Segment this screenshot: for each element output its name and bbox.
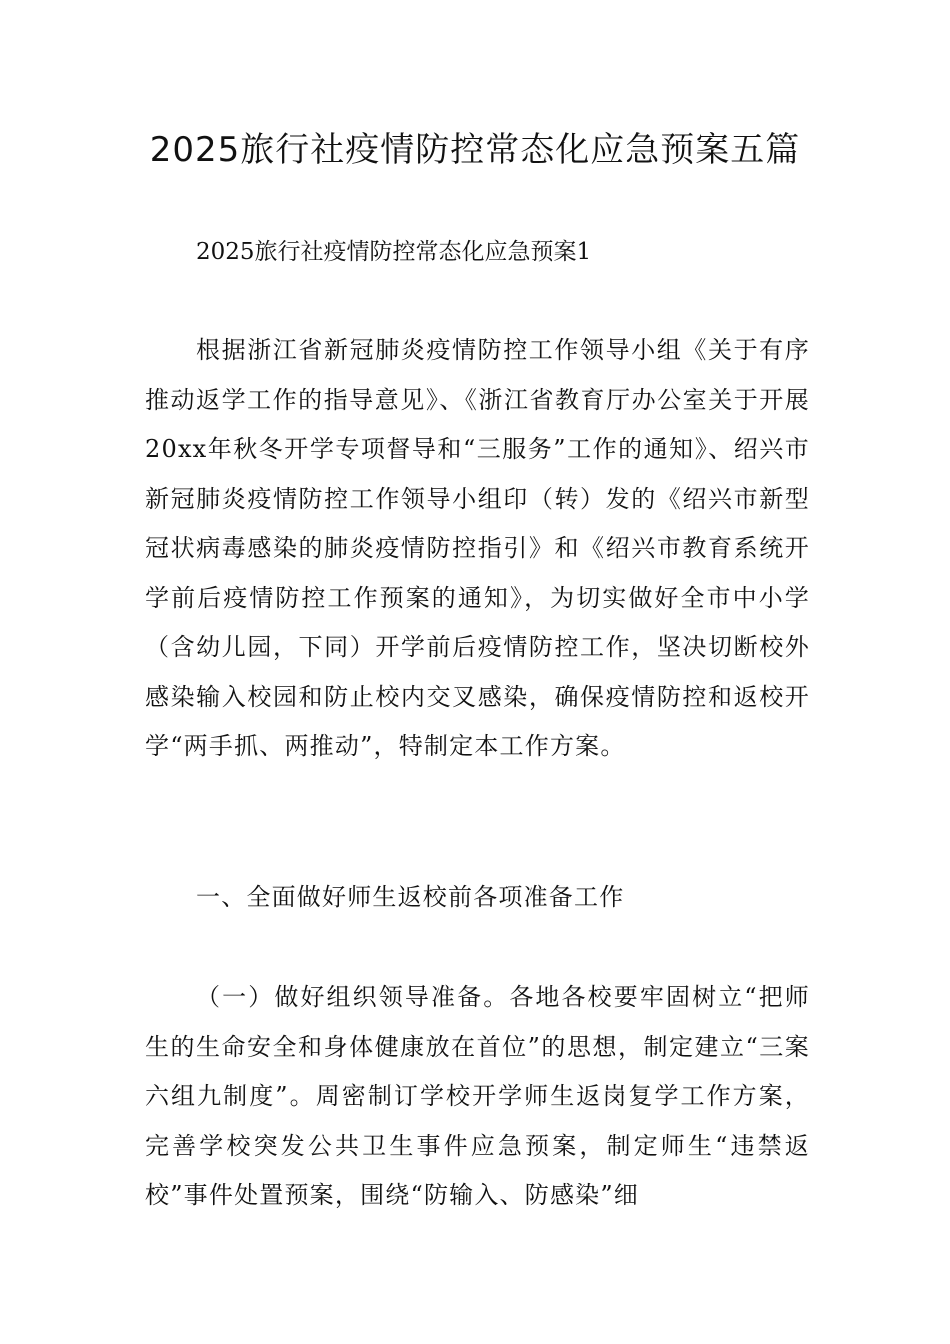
section-paragraph: （一）做好组织领导准备。各地各校要牢固树立“把师生的生命安全和身体健康放在首位”的思想，制定建立“三案六组九制度”。周密制订学校开学师生返岗复学工作方案，完善学校突发公共卫生事件应急预案，制定师生“违禁返校”事件处置预案，围绕“防输入、防感染”细 [145, 983, 810, 1209]
intro-paragraph: 根据浙江省新冠肺炎疫情防控工作领导小组《关于有序推动返学工作的指导意见》、《浙江省教育厅办公室关于开展20xx年秋冬开学专项督导和“三服务”工作的通知》、绍兴市新冠肺炎疫情防控工作领导小组印（转）发的《绍兴市新型冠状病毒感染的肺炎疫情防控指引》和《绍兴市教育系统开学前后疫情防控工作预案的通知》，为切实做好全市中小学（含幼儿园，下同）开学前后疫情防控工作，坚决切断校外感染输入校园和防止校内交叉感染，确保疫情防控和返校开学“两手抓、两推动”，特制定本工作方案。 [145, 336, 810, 760]
document-title: 2025旅行社疫情防控常态化应急预案五篇 [149, 130, 801, 170]
section-heading: 一、全面做好师生返校前各项准备工作 [196, 883, 625, 911]
document-subtitle: 2025旅行社疫情防控常态化应急预案1 [196, 239, 592, 265]
